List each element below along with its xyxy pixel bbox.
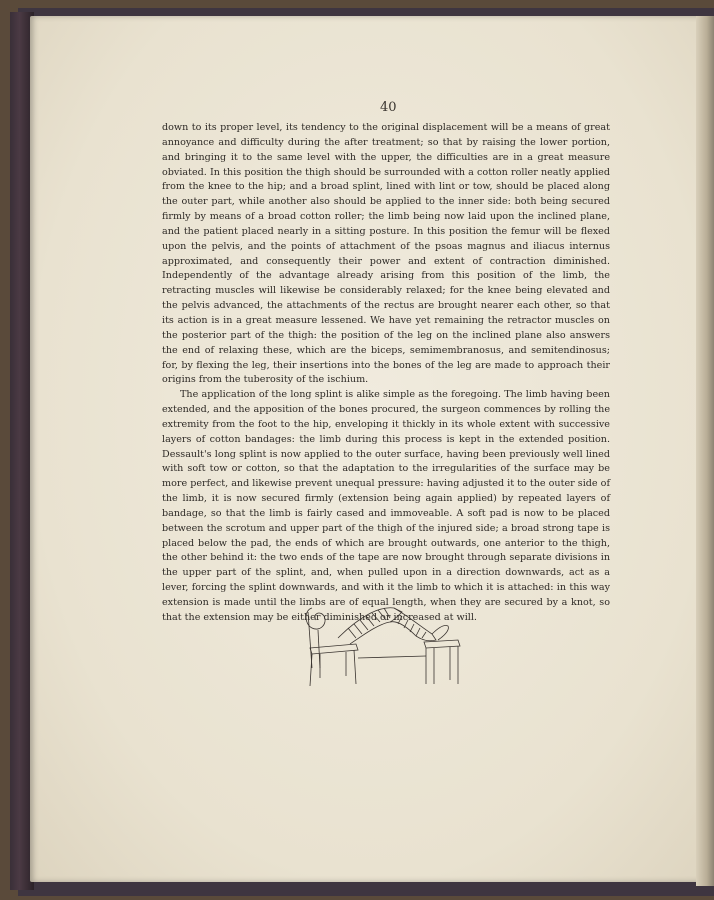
body-text [162,121,610,626]
paragraph-2: The application of the long splint is alike simple as the foregoing. The limb having been extended, and the apposition of the bones procured, the surgeon commences by rolling the extremity from the foot to the hip, enveloping it thickly in its whole extent with successive layers of cotton bandages: the limb during this process is kept in the extended position. Dessault's long splint is now applied to the outer surface, having been previously well lined with soft tow or cotton, so that the adaptation to the irregularities of the surface may be more perfect, and likewise prevent unequal pressure: having adjusted it to the outer side of the limb, it is now secured firmly (extension being again applied) by repeated layers of bandage, so that the limb is fairly cased and immoveable. A soft pad is now to be placed between the scrotum and upper part of the thigh of the injured side; a broad strong tape is placed below the pad, the ends of which are brought outwards, one anterior to the thigh, the other behind it: the two ends of the tape are now brought through separate divisions in the upper part of the splint, and, when pulled upon in a direction downwards, act as a lever, forcing the splint downwards, and with it the limb to which it is attached: in this way extension is made until the limbs are of equal length, when they are secured by a knot, so that the extension may be either diminished or increased at will. [162,389,610,623]
page-edge [696,16,714,886]
page-number: 40 [380,100,397,115]
bandaged-leg-illustration-icon [298,598,464,690]
paragraph-1: down to its proper level, its tendency to the original displacement will be a means of great annoyance and difficulty during the after treatment; so that by raising the lower portion, and bringing it to the same level with the upper, the difficulties are in a great measure obviated. In this position the thigh should be surrounded with a cotton roller neatly applied from the knee to the hip; and a broad splint, lined with lint or tow, should be placed along the outer part, while another also should be applied to the inner side: both being secured firmly by means of a broad cotton roller; the limb being now laid upon the inclined plane, and the patient placed nearly in a sitting posture. In this position the femur will be flexed upon the pelvis, and the points of attachment of the psoas magnus and iliacus internus approximated, and consequently their power and extent of contraction diminished. Independently of the advantage already arising from this position of the limb, the retracting muscles will likewise be considerably relaxed; for the knee being elevated and the pelvis advanced, the attachments of the rectus are brought nearer each other, so that its action is in a great measure lessened. We have yet remaining the retractor muscles on the posterior part of the thigh: the position of the leg on the inclined plane also answers the end of relaxing these, which are the biceps, semimembranosus, and semitendinosus; for, by flexing the leg, their insertions into the bones of the leg are made to approach their origins from the tuberosity of the ischium. [162,122,610,386]
